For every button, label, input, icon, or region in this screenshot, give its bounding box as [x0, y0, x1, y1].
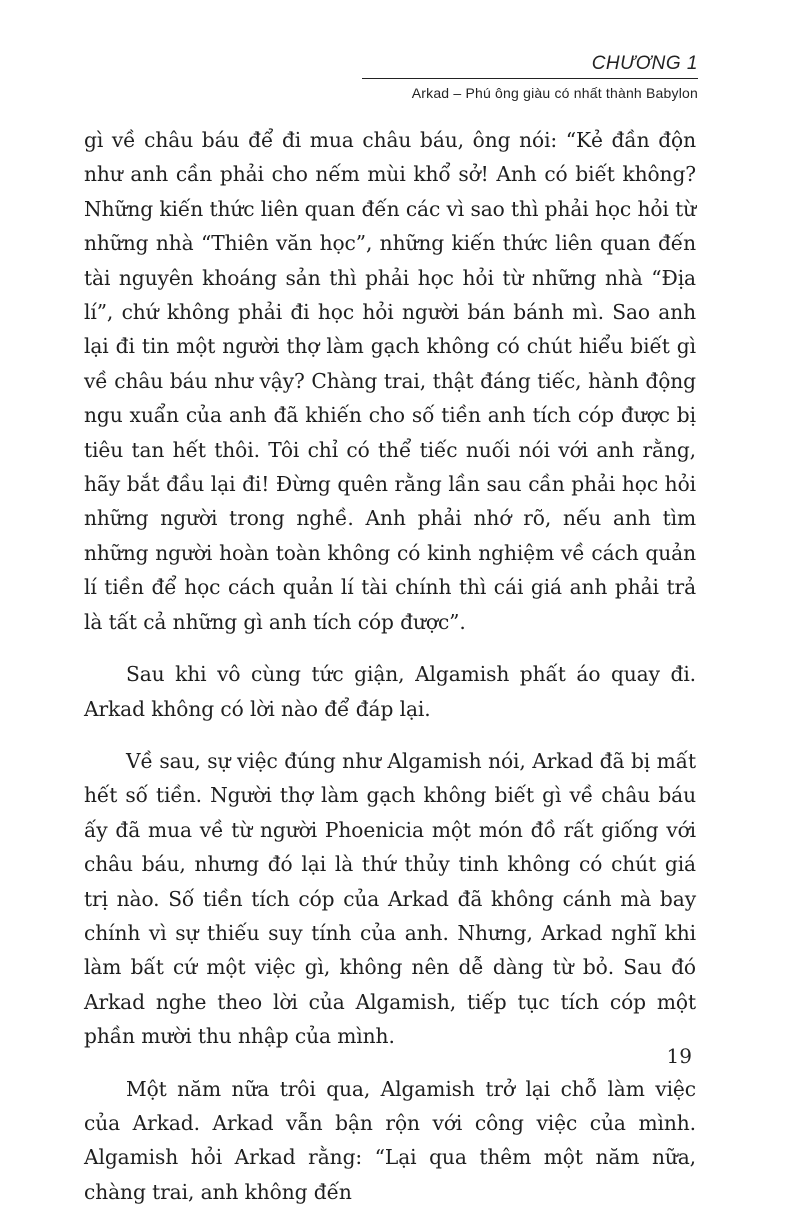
paragraph: Về sau, sự việc đúng như Algamish nói, Arkad đã bị mất hết số tiền. Người thợ làm gạch không biết gì về châu báu ấy đã mua về từ người Phoenicia một món đồ rất giống với châu báu, nhưng đó lại là thứ thủy tinh không có chút giá trị nào. Số tiền tích cóp của Arkad đã không cánh mà bay chính vì sự thiếu suy tính của anh. Nhưng, Arkad nghĩ khi làm bất cứ một việc gì, không nên dễ dàng từ bỏ. Sau đó Arkad nghe theo lời của Algamish, tiếp tục tích cóp một phần mười thu nhập của mình.	[84, 748, 696, 1049]
running-header	[362, 52, 698, 101]
page-number: 19	[666, 1044, 692, 1068]
paragraph: Sau khi vô cùng tức giận, Algamish phất áo quay đi. Arkad không có lời nào để đáp lại.	[84, 662, 696, 721]
paragraph: gì về châu báu để đi mua châu báu, ông nói: “Kẻ đần độn như anh cần phải cho nếm mùi khổ sở! Anh có biết không? Những kiến thức liên quan đến các vì sao thì phải học hỏi từ những nhà “Thiên văn học”, những kiến thức liên quan đến tài nguyên khoáng sản thì phải học hỏi từ những nhà “Địa lí”, chứ không phải đi học hỏi người bán bánh mì. Sao anh lại đi tin một người thợ làm gạch không có chút hiểu biết gì về châu báu như vậy? Chàng trai, thật đáng tiếc, hành động ngu xuẩn của anh đã khiến cho số tiền anh tích cóp được bị tiêu tan hết thôi. Tôi chỉ có thể tiếc nuối nói với anh rằng, hãy bắt đầu lại đi! Đừng quên rằng lần sau cần phải học hỏi những người trong nghề. Anh phải nhớ rõ, nếu anh tìm những người hoàn toàn không có kinh nghiệm về cách quản lí tiền để học cách quản lí tài chính thì cái giá anh phải trả là tất cả những gì anh tích cóp được”.	[84, 128, 696, 634]
paragraph: Một năm nữa trôi qua, Algamish trở lại chỗ làm việc của Arkad. Arkad vẫn bận rộn với công việc của mình. Algamish hỏi Arkad rằng: “Lại qua thêm một năm nữa, chàng trai, anh không đến	[84, 1076, 696, 1204]
chapter-label: CHƯƠNG 1	[591, 53, 698, 74]
header-rule	[362, 78, 698, 79]
body-text	[84, 123, 696, 1209]
chapter-subtitle: Arkad – Phú ông giàu có nhất thành Babylon	[411, 85, 698, 101]
